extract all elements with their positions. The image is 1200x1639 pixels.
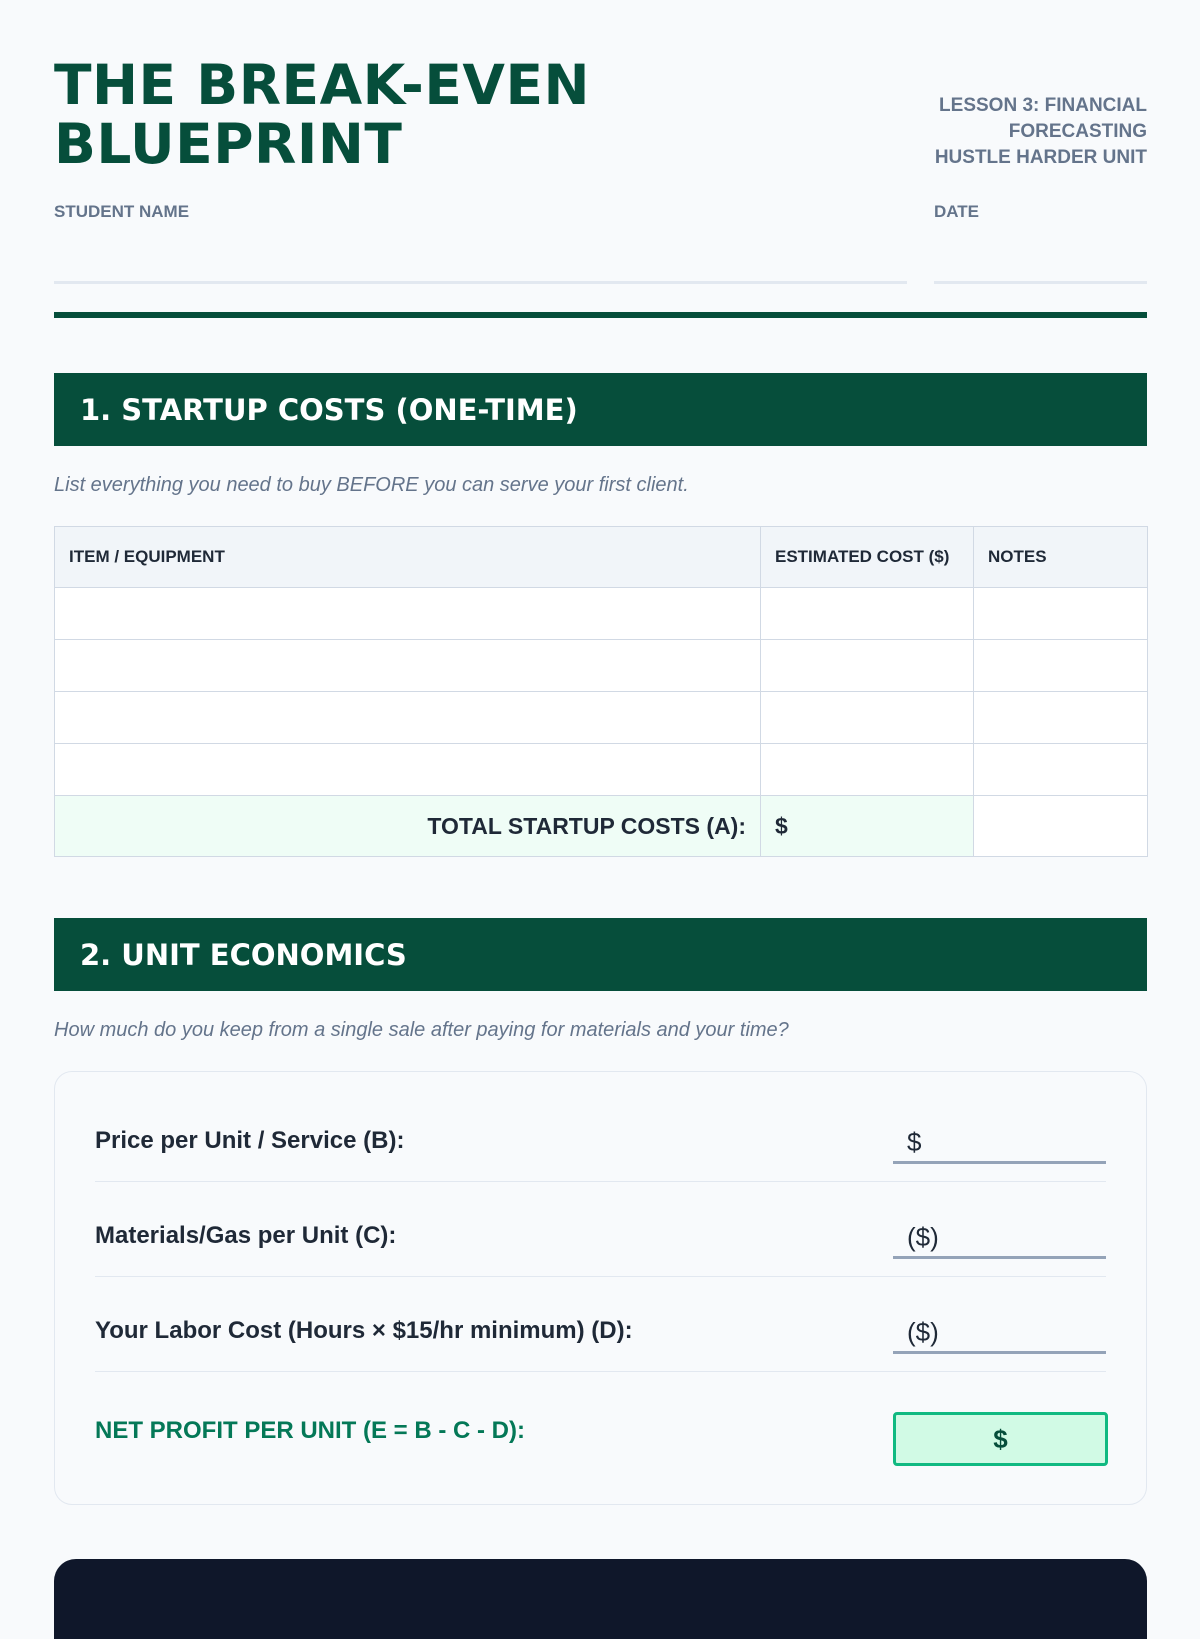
student-name-field[interactable] [54, 281, 907, 284]
price-per-unit-label: Price per Unit / Service (B): [95, 1127, 405, 1154]
section-unit-economics-title: 2. UNIT ECONOMICS [80, 937, 407, 972]
item-cell[interactable] [55, 744, 761, 796]
cost-cell[interactable] [761, 588, 974, 640]
table-header-row [55, 527, 1148, 588]
labor-cost-value: ($) [907, 1317, 939, 1347]
lesson-line-3: HUSTLE HARDER UNIT [934, 147, 1147, 168]
table-row [55, 744, 1148, 796]
materials-per-unit-label: Materials/Gas per Unit (C): [95, 1222, 397, 1249]
section-startup-costs-description: List everything you need to buy BEFORE you can serve your first client. [54, 474, 689, 496]
date-label: DATE [934, 202, 980, 221]
row-divider [95, 1371, 1106, 1372]
section-startup-costs-title: 1. STARTUP COSTS (ONE-TIME) [80, 392, 578, 427]
price-per-unit-field[interactable] [893, 1123, 1106, 1164]
item-cell[interactable] [55, 692, 761, 744]
startup-costs-table [54, 526, 1148, 857]
total-startup-costs-label: TOTAL STARTUP COSTS (A): [55, 796, 761, 857]
header-divider [54, 312, 1147, 318]
materials-per-unit-field[interactable] [893, 1218, 1106, 1259]
row-divider [95, 1276, 1106, 1277]
title-line-1: THE BREAK-EVEN [54, 53, 591, 117]
table-row [55, 640, 1148, 692]
unit-economics-panel [54, 1071, 1147, 1505]
total-row [55, 796, 1148, 857]
notes-cell[interactable] [974, 588, 1148, 640]
section-startup-costs-header [54, 373, 1147, 446]
next-section-panel [54, 1559, 1147, 1639]
price-per-unit-value: $ [907, 1127, 922, 1157]
net-profit-field[interactable]: $ [893, 1412, 1108, 1466]
total-startup-costs-value[interactable]: $ [761, 796, 974, 857]
title-line-2: BLUEPRINT [54, 112, 403, 176]
total-notes-cell[interactable] [974, 796, 1148, 857]
table-row [55, 692, 1148, 744]
materials-per-unit-value: ($) [907, 1222, 939, 1252]
date-field[interactable] [934, 281, 1147, 284]
column-header-cost: ESTIMATED COST ($) [761, 527, 974, 588]
section-unit-economics-header [54, 918, 1147, 991]
cost-cell[interactable] [761, 744, 974, 796]
net-profit-label: NET PROFIT PER UNIT (E = B - C - D): [95, 1417, 525, 1444]
worksheet-page [54, 0, 1147, 1454]
section-unit-economics-description: How much do you keep from a single sale after paying for materials and your time? [54, 1019, 789, 1041]
cost-cell[interactable] [761, 692, 974, 744]
notes-cell[interactable] [974, 692, 1148, 744]
page-title [54, 53, 591, 176]
row-divider [95, 1181, 1106, 1182]
item-cell[interactable] [55, 640, 761, 692]
lesson-line-1: LESSON 3: FINANCIAL [939, 95, 1147, 116]
notes-cell[interactable] [974, 744, 1148, 796]
worksheet-header [54, 0, 1147, 296]
lesson-line-2: FORECASTING [1008, 121, 1147, 142]
labor-cost-field[interactable] [893, 1313, 1106, 1354]
lesson-info [867, 93, 1147, 171]
table-row [55, 588, 1148, 640]
notes-cell[interactable] [974, 640, 1148, 692]
column-header-item: ITEM / EQUIPMENT [55, 527, 761, 588]
cost-cell[interactable] [761, 640, 974, 692]
column-header-notes: NOTES [974, 527, 1148, 588]
item-cell[interactable] [55, 588, 761, 640]
labor-cost-label: Your Labor Cost (Hours × $15/hr minimum) (D): [95, 1317, 633, 1344]
student-name-label: STUDENT NAME [54, 202, 190, 221]
